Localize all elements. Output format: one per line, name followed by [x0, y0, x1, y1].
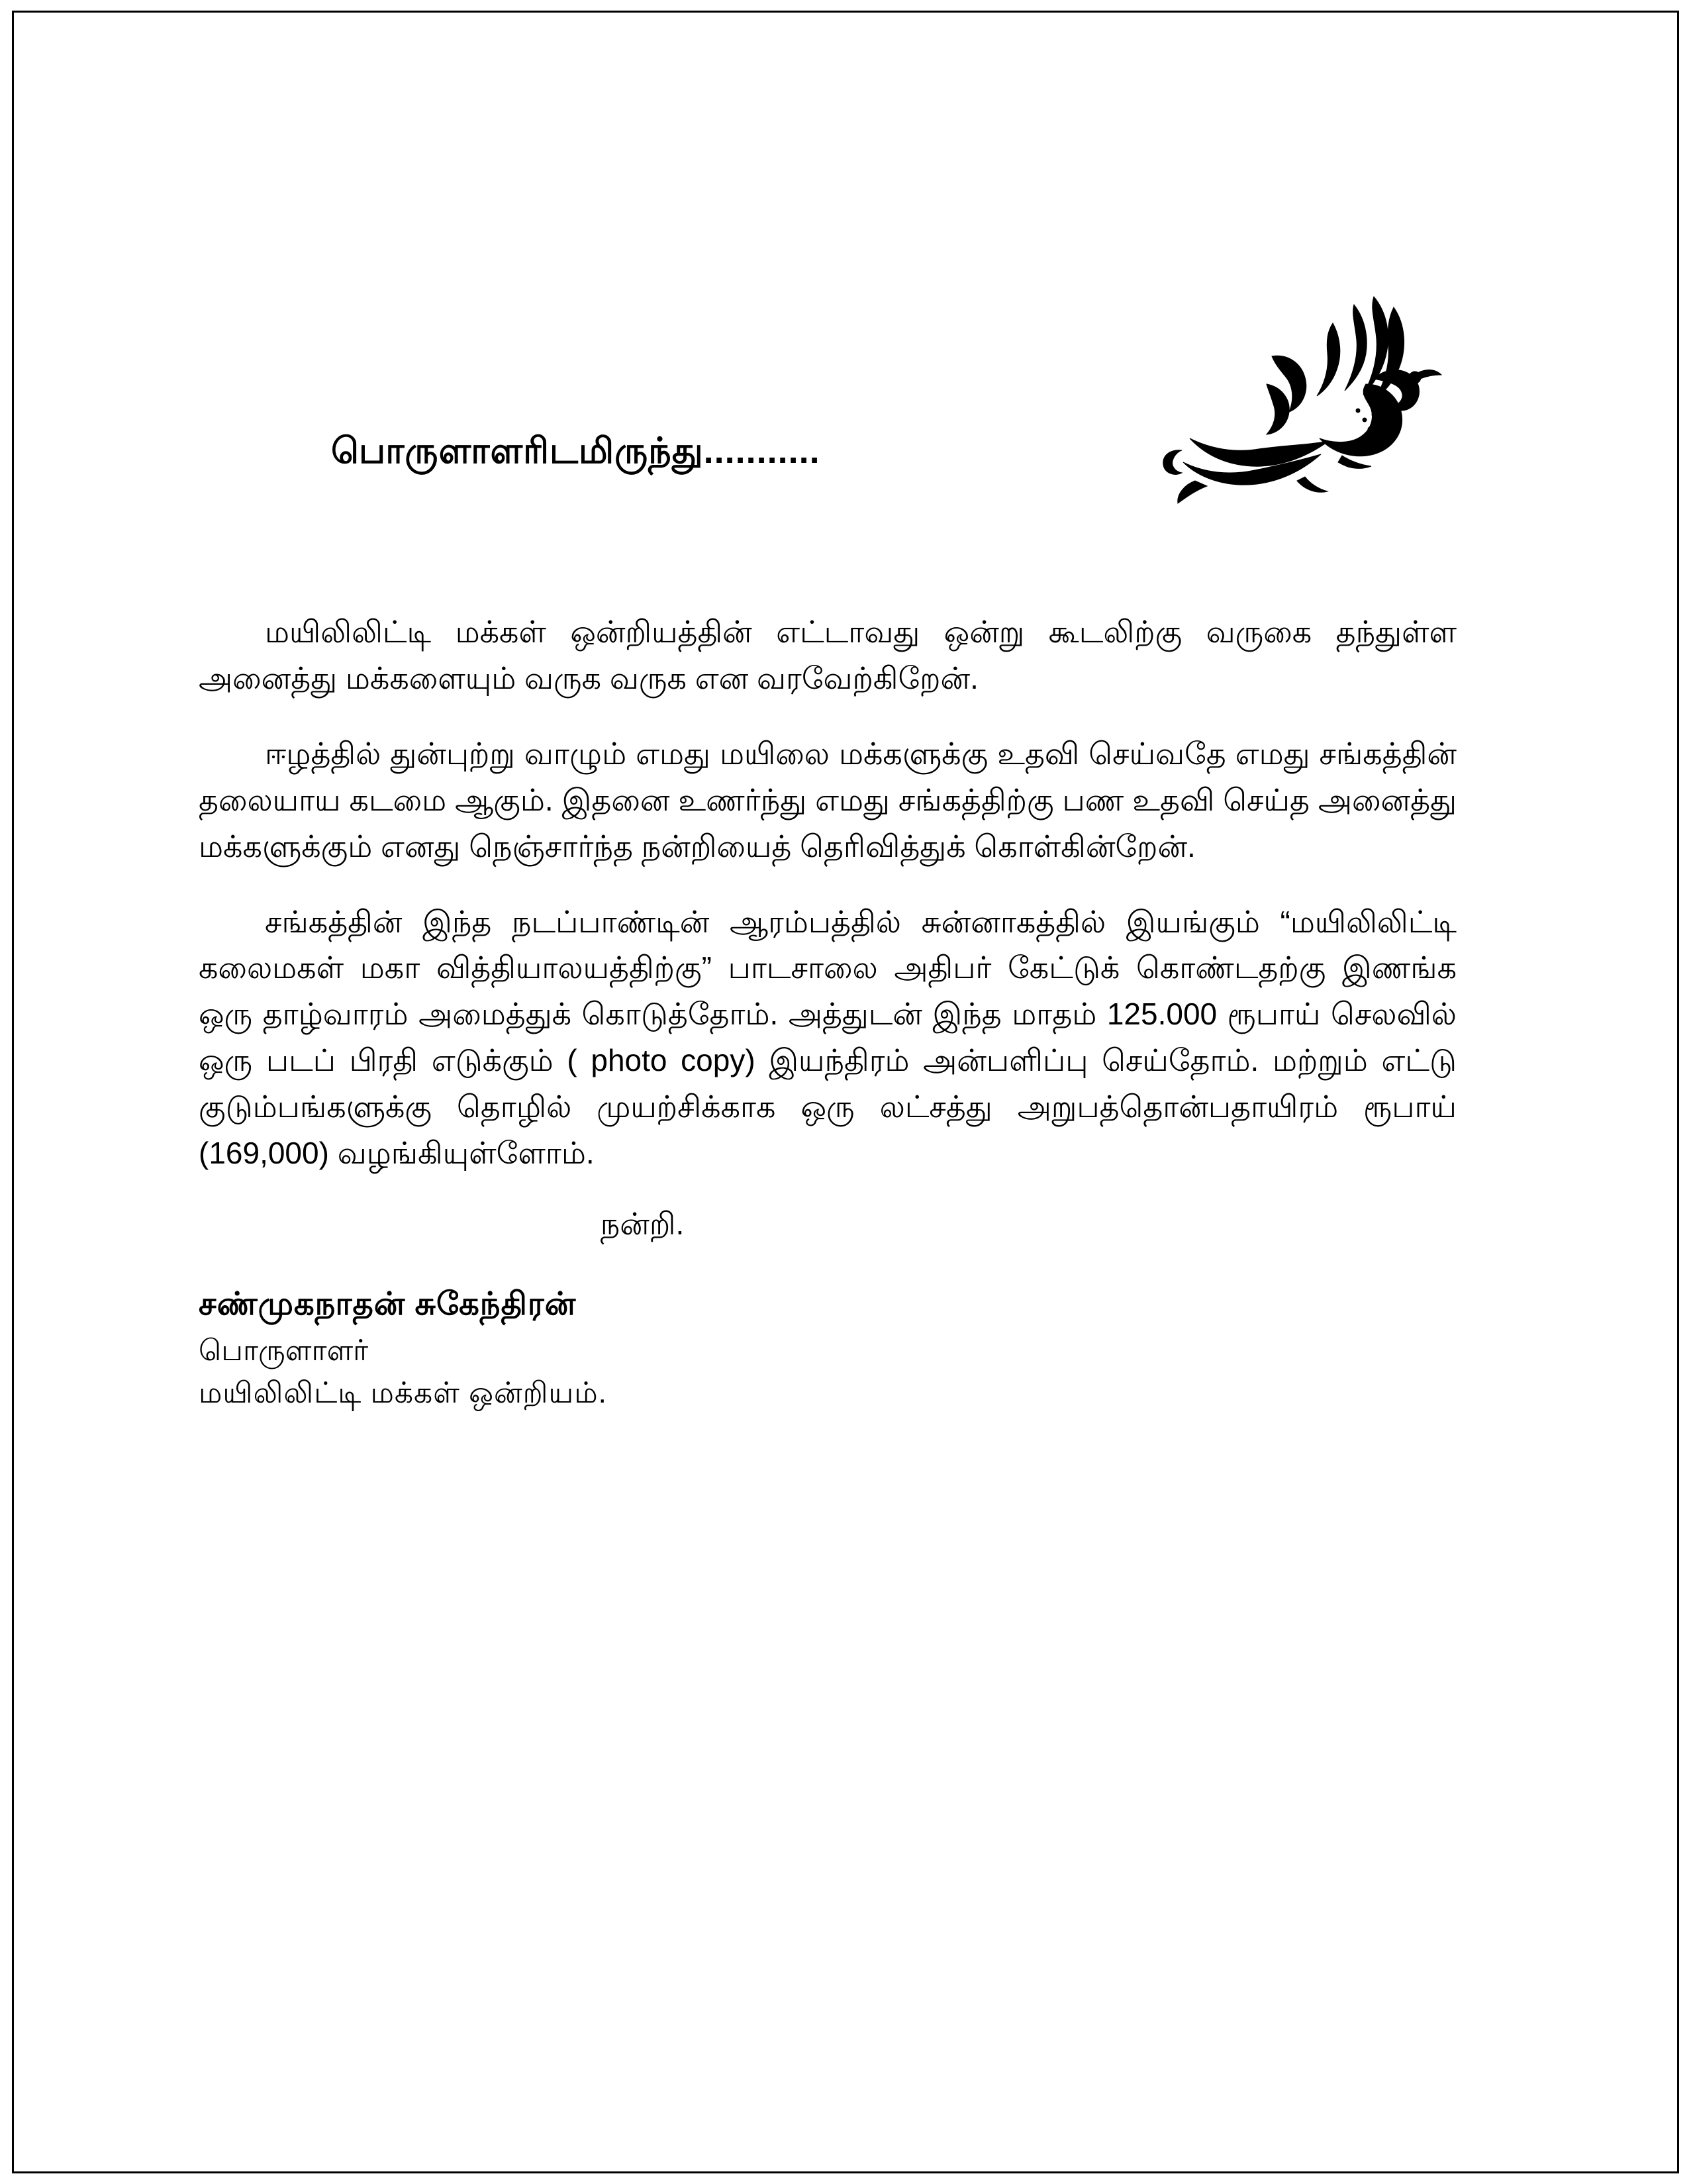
paragraph: ஈழத்தில் துன்புற்று வாழும் எமது மயிலை மக்களுக்கு உதவி செய்வதே எமது சங்கத்தின் தலையாய கடமை ஆகும். இதனை உணர்ந்து எமது சங்கத்திற்கு பண உதவி செய்த அனைத்து மக்களுக்கும் எனது நெஞ்சார்ந்த நன்றியைத் தெரிவித்துக் கொள்கின்றேன். — [199, 736, 1457, 864]
page-title: பொருளாளரிடமிருந்து........... — [331, 431, 820, 471]
signature-role: பொருளாளர் — [199, 1334, 369, 1367]
letter-body — [199, 609, 1457, 1414]
signature-organization: மயிலிலிட்டி மக்கள் ஒன்றியம். — [199, 1376, 607, 1409]
paragraph: மயிலிலிட்டி மக்கள் ஒன்றியத்தின் எட்டாவது ஒன்று கூடலிற்கு வருகை தந்துள்ள அனைத்து மக்களையும் வருக வருக என வரவேற்கிறேன். — [199, 615, 1457, 695]
closing-text: நன்றி. — [600, 1206, 685, 1241]
signature-block — [199, 1286, 1457, 1414]
signature-name: சண்முகநாதன் சுகேந்திரன் — [199, 1286, 577, 1322]
document-header — [199, 265, 1457, 530]
paragraph: சங்கத்தின் இந்த நடப்பாண்டின் ஆரம்பத்தில் சுன்னாகத்தில் இயங்கும் “மயிலிலிட்டி கலைமகள் மகா வித்தியாலயத்திற்கு” பாடசாலை அதிபர் கேட்டுக் கொண்டதற்கு இணங்க ஒரு தாழ்வாரம் அமைத்துக் கொடுத்தோம். அத்துடன் இந்த மாதம் 125.000 ரூபாய் செலவில் ஒரு படப் பிரதி எடுக்கும் ( photo copy) இயந்திரம் அன்பளிப்பு செய்தோம். மற்றும் எட்டு குடும்பங்களுக்கு தொழில் முயற்சிக்காக ஒரு லட்சத்து அறுபத்தொன்பதாயிரம் ரூபாய் (169,000) வழங்கியுள்ளோம். — [199, 904, 1457, 1171]
document-content — [199, 265, 1457, 1414]
peacock-floral-ornament-icon — [1155, 285, 1447, 517]
